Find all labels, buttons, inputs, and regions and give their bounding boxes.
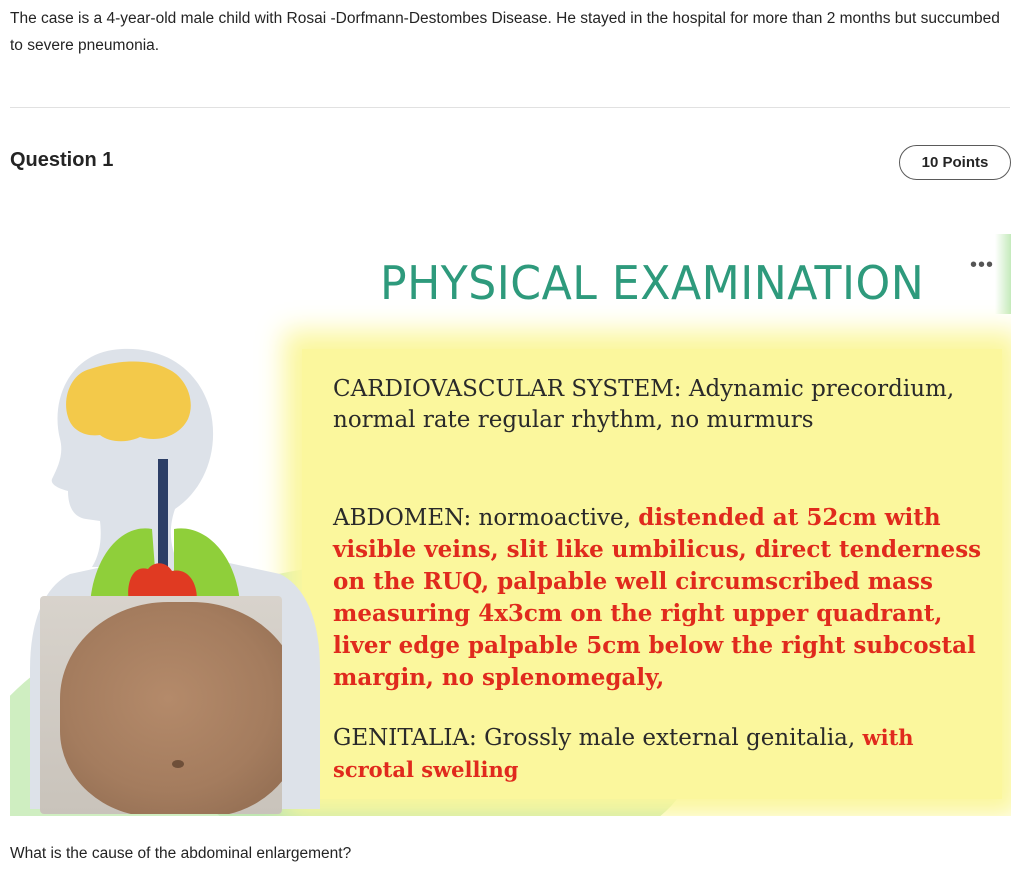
corner-accent [995, 234, 1011, 314]
cardiovascular-section [333, 374, 983, 436]
brain-icon [66, 362, 191, 442]
umbilicus [172, 760, 184, 768]
trachea [158, 459, 168, 579]
abdomen-findings-red: distended at 52cm with visible veins, slit like umbilicus, direct tenderness on the RUQ, palpable well circumscribed mass measuring 4x3cm on the right upper quadrant, liver edge palpable 5cm below the right subcostal margin, no splenomegaly, [333, 504, 982, 691]
cardio-label: CARDIOVASCULAR SYSTEM: [333, 376, 682, 402]
question-title: Question 1 [10, 149, 114, 171]
case-intro-text: The case is a 4-year-old male child with Rosai -Dorfmann-Destombes Disease. He stayed in the hospital for more than 2 months but succumbed to severe pneumonia. [10, 10, 1000, 54]
genitalia-findings-red: with scrotal swelling [333, 725, 914, 782]
more-options-icon[interactable]: ••• [970, 254, 995, 276]
abdomen-section [333, 502, 983, 694]
abdomen-label: ABDOMEN: [333, 505, 472, 531]
genitalia-label: GENITALIA: [333, 725, 477, 751]
question-image [10, 234, 1011, 816]
genitalia-section [333, 722, 983, 786]
divider [10, 107, 1010, 108]
slide-title: PHYSICAL EXAMINATION [380, 256, 925, 310]
abdomen-normal-text: normoactive, [471, 505, 639, 531]
abdomen-photo [40, 596, 282, 814]
question-prompt: What is the cause of the abdominal enlargement? [10, 845, 352, 862]
distended-abdomen [60, 602, 282, 814]
cardio-text: Adynamic precordium, normal rate regular rhythm, no murmurs [333, 376, 955, 433]
genitalia-text: Grossly male external genitalia, [476, 725, 863, 751]
points-badge: 10 Points [899, 145, 1011, 180]
